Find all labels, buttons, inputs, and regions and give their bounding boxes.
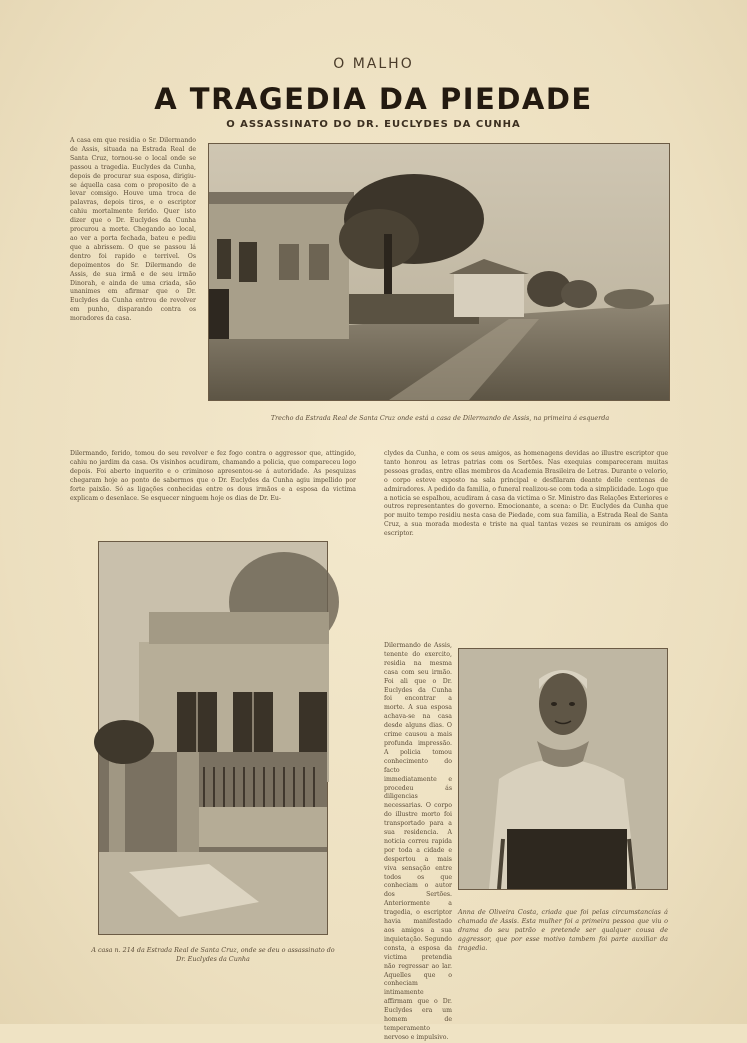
article-text-left-top: A casa em que residia o Sr. Dilermando de Assis, situada na Estrada Real de Santa Cruz, tornou-se o local onde se passou a tragedia. Euclydes da Cunha, depois de procurar sua esposa, dirigiu-se áquella casa com o proposito de a levar comsigo. Houve uma troca de palavras, depois tiros, e o escriptor cahiu mortalmente ferido. Quer isto dizer que o Dr. Euclydes da Cunha procurou a morte. Chegando ao local, ao ver a porta fechada, bateu e pediu que a abrissem. O que se passou lá dentro foi rapido e terrivel. Os depoimentos do Sr. Dilermando de Assis, de sua irmã e de seu irmão Dinorah, e ainda de uma criada, são unanimes em afirmar que o Dr. Euclydes da Cunha entrou de revolver em punho, disparando contra os moradores da casa. <box>70 137 196 323</box>
street-photo <box>208 143 670 401</box>
house-photo <box>98 541 328 935</box>
house-photo-caption: A casa n. 214 da Estrada Real de Santa Cruz, onde se deu o assassinato do Dr. Euclydes da Cunha <box>91 946 335 963</box>
magazine-name: O MALHO <box>333 56 414 72</box>
article-subhead: O ASSASSINATO DO DR. EUCLYDES DA CUNHA <box>226 119 521 130</box>
article-text-right-top: clydes da Cunha, e com os seus amigos, as homenagens devidas ao illustre escriptor que tanto honrou as letras patrias com os Sertões. Nas exequias compareceram muitas pessoas gradas, entre ellas membros da Academia Brasileira de Letras. Durante o velorio, o corpo esteve exposto na sala principal e desfilaram deante delle centenas de admiradores. A pedido da familia, o funeral realizou-se com toda a simplicidade. Logo que a noticia se espalhou, acudiram á casa da victima o Sr. Ministro das Relações Exteriores e outros representantes do governo. Emocionante, a scena: o Dr. Euclydes da Cunha que por muito tempo residiu nesta casa de Piedade, com sua familia, a Estrada Real de Santa Cruz, a sua morada modesta e triste na qual tantas vezes se reuniram os amigos do escriptor. <box>384 450 668 538</box>
portrait-photo-caption: Anna de Oliveira Costa, criada que foi pelas circumstancias á chamada de Assis. Esta mulher foi a primeira pessoa que viu o drama do seu patrão e pretende ser qualquer cousa de aggressor, que por esse motivo tambem foi parte auxiliar da tragedia. <box>458 908 668 952</box>
article-text-right-narrow: Dilermando de Assis, tenente do exercito, residia na mesma casa com seu irmão. Foi ali que o Dr. Euclydes da Cunha foi encontrar a morte. A sua esposa achava-se na casa desde alguns dias. O crime causou a mais profunda impressão. A policia tomou conhecimento do facto immediatamente e procedeu ás diligencias necessarias. O corpo do illustre morto foi transportado para a sua residencia. A noticia correu rapida por toda a cidade e despertou a mais viva sensação entre todos os que conheciam o autor dos Sertões. Anteriormente a tragedia, o escriptor havia manifestado aos amigos a sua inquietação. Segundo consta, a esposa da victima pretendia não regressar ao lar. Aquelles que o conheciam intimamente affirmam que o Dr. Euclydes era um homem de temperamento nervoso e impulsivo. <box>384 642 452 1041</box>
portrait-photo <box>458 648 668 890</box>
article-headline: A TRAGEDIA DA PIEDADE <box>154 82 593 116</box>
street-photo-caption: Trecho da Estrada Real de Santa Cruz onde está a casa de Dilermando de Assis, na primeira á esquerda <box>270 414 610 422</box>
article-text-left-bottom: Dilermando, ferido, tomou do seu revolver e fez fogo contra o aggressor que, attingido, cahiu no jardim da casa. Os visinhos acudiram, chamando a policia, que compareceu logo depois. Foi aberto inquerito e o criminoso apresentou-se á autoridade. As pesquizas chegaram hoje ao ponto de sabermos que o Dr. Euclydes da Cunha agiu impellido por forte paixão. Só as ligações conhecidas entre os dous irmãos e a esposa da victima explicam o desenlace. Se esquecer ninguem hoje os dias de Dr. Eu- <box>70 450 356 502</box>
